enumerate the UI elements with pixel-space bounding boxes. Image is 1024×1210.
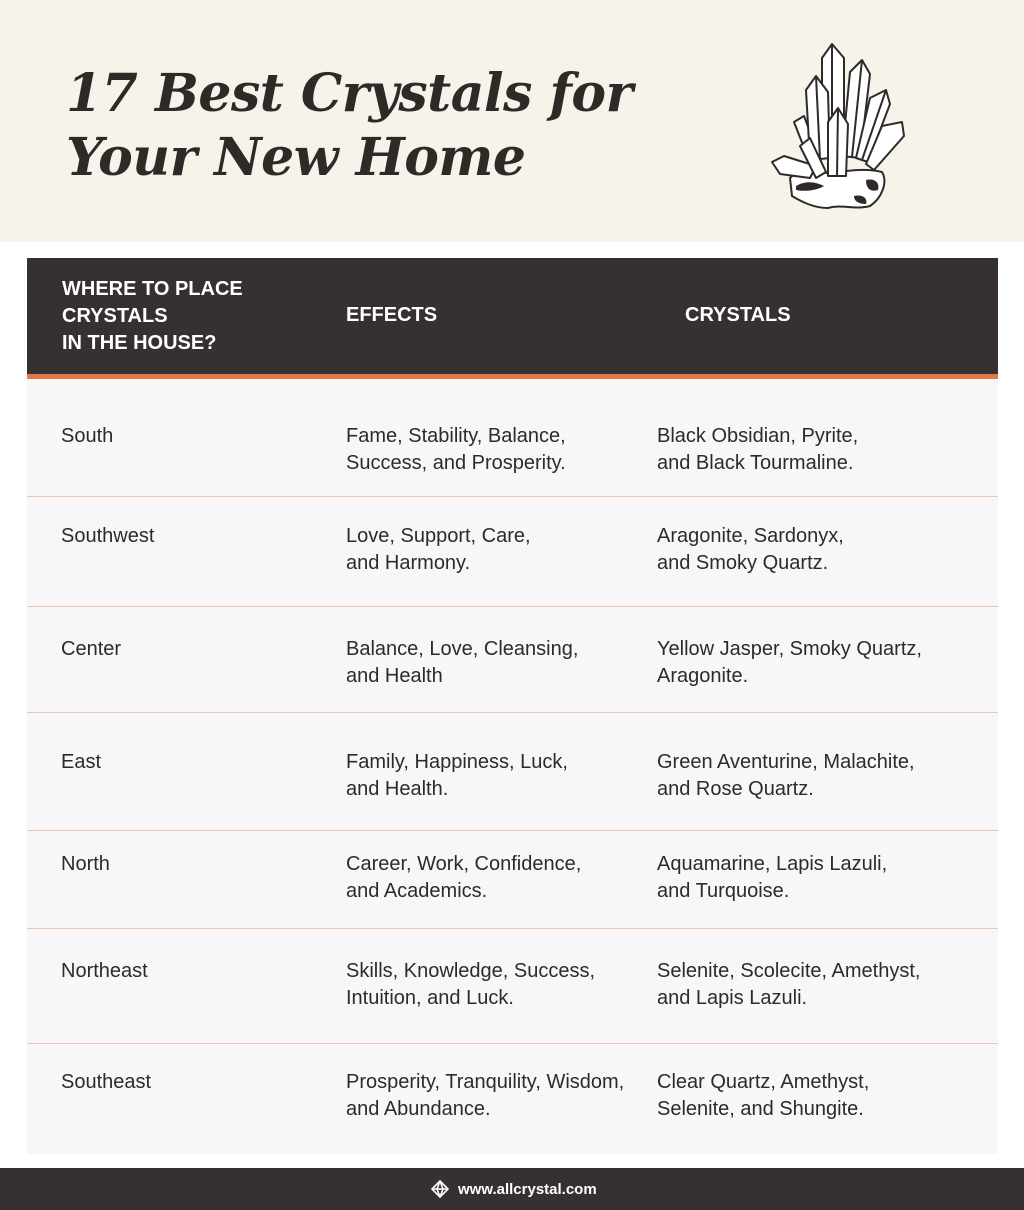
row-location: South bbox=[61, 425, 114, 447]
row-effects bbox=[346, 636, 578, 690]
row-effects-line: and Health. bbox=[346, 778, 449, 800]
table-row bbox=[27, 831, 998, 929]
title-line-2: Your New Home bbox=[66, 127, 526, 188]
row-crystals bbox=[657, 636, 922, 690]
row-effects bbox=[346, 958, 595, 1012]
row-effects bbox=[346, 523, 531, 577]
row-crystals bbox=[657, 958, 920, 1012]
row-effects-line: and Harmony. bbox=[346, 552, 471, 574]
row-crystals bbox=[657, 749, 915, 803]
row-effects-line: and Abundance. bbox=[346, 1098, 491, 1120]
table-row bbox=[27, 497, 998, 607]
column-header-where-line-1: WHERE TO PLACE bbox=[62, 278, 243, 300]
row-crystals-line: and Black Tourmaline. bbox=[657, 452, 854, 474]
column-header-where-line-3: IN THE HOUSE? bbox=[62, 332, 217, 354]
title-line-1: 17 Best Crystals for bbox=[66, 63, 633, 124]
row-effects-line: Balance, Love, Cleansing, bbox=[346, 638, 579, 660]
footer-bar bbox=[0, 1168, 1024, 1210]
row-effects-line: and Academics. bbox=[346, 880, 488, 902]
table-row bbox=[27, 929, 998, 1044]
row-effects-line: Career, Work, Confidence, bbox=[346, 853, 582, 875]
row-effects-line: and Health bbox=[346, 665, 443, 687]
row-crystals-line: Aragonite, Sardonyx, bbox=[657, 525, 844, 547]
allcrystal-logo-icon bbox=[430, 1179, 450, 1199]
column-header-where bbox=[62, 276, 243, 357]
row-location: Southwest bbox=[61, 525, 155, 547]
row-crystals bbox=[657, 1069, 869, 1123]
row-effects-line: Success, and Prosperity. bbox=[346, 452, 566, 474]
table-row bbox=[27, 1044, 998, 1154]
row-effects bbox=[346, 1069, 624, 1123]
row-crystals-line: Selenite, Scolecite, Amethyst, bbox=[657, 960, 921, 982]
crystal-cluster-icon bbox=[770, 40, 910, 212]
footer-link[interactable] bbox=[430, 1179, 597, 1199]
table-row bbox=[27, 713, 998, 831]
row-crystals-line: and Lapis Lazuli. bbox=[657, 987, 808, 1009]
row-effects-line: Prosperity, Tranquility, Wisdom, bbox=[346, 1071, 625, 1093]
row-effects-line: Love, Support, Care, bbox=[346, 525, 531, 547]
crystal-placement-table bbox=[27, 258, 998, 1154]
row-effects-line: Fame, Stability, Balance, bbox=[346, 425, 566, 447]
row-location: Southeast bbox=[61, 1071, 152, 1093]
table-row bbox=[27, 379, 998, 497]
row-effects-line: Intuition, and Luck. bbox=[346, 987, 514, 1009]
row-crystals-line: Aquamarine, Lapis Lazuli, bbox=[657, 853, 888, 875]
row-crystals-line: Green Aventurine, Malachite, bbox=[657, 751, 915, 773]
row-crystals bbox=[657, 423, 858, 477]
row-crystals-line: Clear Quartz, Amethyst, bbox=[657, 1071, 870, 1093]
row-location: East bbox=[61, 751, 102, 773]
row-effects bbox=[346, 423, 566, 477]
page-title bbox=[66, 62, 632, 190]
row-location: Center bbox=[61, 638, 122, 660]
row-effects-line: Skills, Knowledge, Success, bbox=[346, 960, 596, 982]
row-effects bbox=[346, 749, 568, 803]
hero-banner bbox=[0, 0, 1024, 242]
table-header bbox=[27, 258, 998, 374]
row-crystals bbox=[657, 523, 844, 577]
column-header-where-line-2: CRYSTALS bbox=[62, 305, 168, 327]
row-location: North bbox=[61, 853, 110, 875]
footer-url[interactable]: www.allcrystal.com bbox=[458, 1180, 597, 1198]
row-effects bbox=[346, 851, 581, 905]
row-crystals-line: Aragonite. bbox=[657, 665, 749, 687]
row-crystals bbox=[657, 851, 887, 905]
row-effects-line: Family, Happiness, Luck, bbox=[346, 751, 568, 773]
row-crystals-line: Black Obsidian, Pyrite, bbox=[657, 425, 859, 447]
column-header-crystals: CRYSTALS bbox=[685, 304, 791, 326]
column-header-effects: EFFECTS bbox=[346, 304, 438, 326]
row-crystals-line: Yellow Jasper, Smoky Quartz, bbox=[657, 638, 922, 660]
row-location: Northeast bbox=[61, 960, 148, 982]
row-crystals-line: Selenite, and Shungite. bbox=[657, 1098, 864, 1120]
table-row bbox=[27, 607, 998, 713]
row-crystals-line: and Smoky Quartz. bbox=[657, 552, 829, 574]
row-crystals-line: and Rose Quartz. bbox=[657, 778, 814, 800]
row-crystals-line: and Turquoise. bbox=[657, 880, 790, 902]
